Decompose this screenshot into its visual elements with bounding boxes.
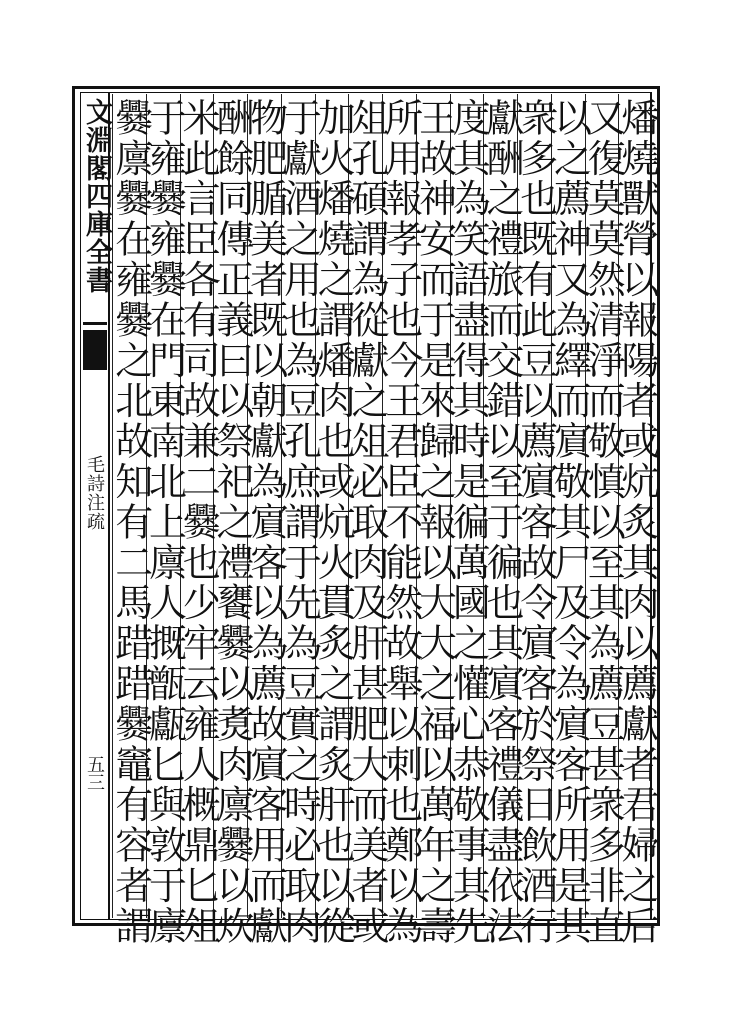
text-columns bbox=[108, 94, 659, 947]
text-column-14: 米此言臣各有司故兼二爨也少牢云雍人概鼎匕俎 bbox=[180, 94, 214, 918]
fishtail-line bbox=[83, 322, 107, 325]
text-column-13: 酬餘同傳正義曰以祭祀之禮饔爨以煑肉廪爨以炊 bbox=[213, 94, 247, 918]
book-name: 毛詩注疏 bbox=[84, 455, 105, 531]
text-column-2: 又復莫莫然清淨而敬慎以至其為薦豆甚衆多非直 bbox=[585, 94, 619, 918]
text-column-11: 于獻酒之用也為豆孔庶謂于先為豆實之時必取肉 bbox=[281, 94, 315, 918]
text-column-12: 物肥腯美者既以朝獻為賔客以為薦故賔客用而獻 bbox=[247, 94, 281, 918]
text-column-10: 加火燔燒之謂燔肉也或炕火貫炙之謂炙肝也以從 bbox=[315, 94, 349, 918]
text-column-4: 衆多也既有此豆以薦賔客故令賔客於祭日飲酒行 bbox=[517, 94, 551, 918]
collection-title: 文淵閣四庫全書 bbox=[81, 98, 112, 294]
text-column-3: 以之薦神又為繹而賔敬其尸及令為賔客所用是其 bbox=[551, 94, 585, 918]
fishtail-mark bbox=[83, 330, 107, 370]
text-column-6: 度其為笑語盡得其時是徧萬國之懽心恭敬事其先 bbox=[450, 94, 484, 918]
text-column-15: 于雍爨雍爨在門東南北上廪人摡甑甗匕與敦于廪 bbox=[146, 94, 180, 918]
text-column-16: 爨廪爨在雍爨之北故知有二馬踖踖爨竈有容者謂 bbox=[112, 94, 146, 918]
text-column-8: 所用報孝子也今王君臣不能然故舉以刺也鄭以為 bbox=[382, 94, 416, 918]
text-column-1: 燔燒獸膋以報陽者或炕炙其肉以薦獻者君婦之后 bbox=[618, 94, 652, 918]
text-column-7: 王故神安而于是來歸之報以大大之福以萬年之壽 bbox=[416, 94, 450, 918]
text-column-9: 俎孔碩謂為從獻之俎必取肉及肝甚肥大而美者或 bbox=[348, 94, 382, 918]
text-column-5: 獻酬之禮旅而交錯以至于徧也其賔客禮儀盡依法 bbox=[483, 94, 517, 918]
page-number: 五三 bbox=[84, 755, 105, 791]
